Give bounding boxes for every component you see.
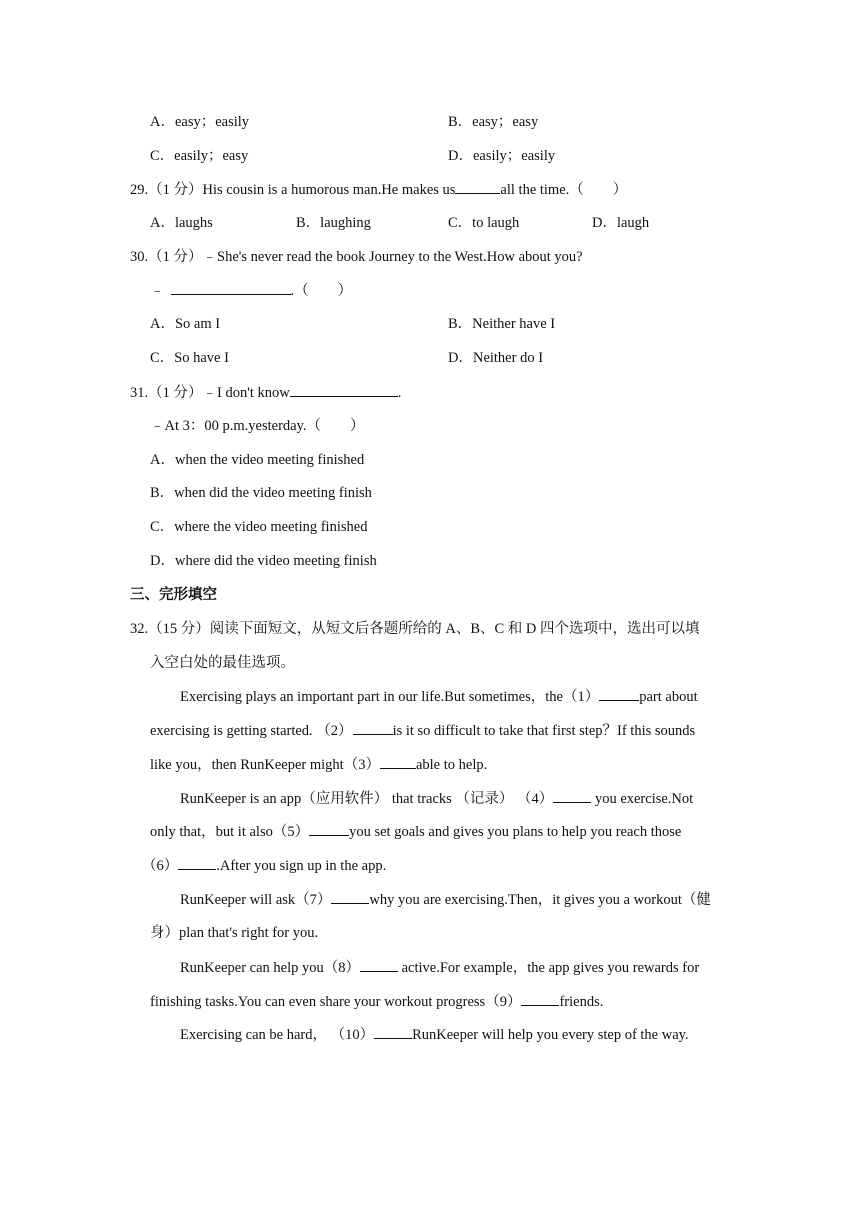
- passage-line: [150, 991, 603, 1012]
- passage-line: [180, 788, 693, 809]
- passage-line: [180, 1024, 689, 1045]
- cloze-blank-10: [374, 1024, 412, 1039]
- q30-stem: 30.（1 分）﹣She's never read the book Journey to the West.How about you?: [130, 249, 583, 265]
- q31-stem-end: .: [397, 385, 402, 401]
- passage-text: only that，but it also（5）: [150, 824, 310, 840]
- q30-option-d: D．Neither do I: [448, 350, 544, 366]
- cloze-blank-9: [521, 991, 559, 1006]
- q29-stem: [130, 179, 627, 200]
- q31-reply: ﹣At 3：00 p.m.yesterday.（ ）: [150, 418, 365, 434]
- q31-option-a: A．when the video meeting finished: [150, 452, 365, 468]
- q29-stem-end: all the time.（ ）: [500, 182, 628, 198]
- passage-line: [180, 957, 699, 978]
- q30-reply: [150, 280, 352, 301]
- passage-text: you exercise.Not: [591, 791, 694, 807]
- q31-stem: [130, 382, 401, 403]
- passage-text: （6）: [142, 858, 179, 874]
- passage-line: [150, 821, 681, 842]
- q29-option-d: D．laugh: [592, 215, 650, 231]
- cloze-blank-3: [380, 754, 416, 769]
- q29-option-c: C．to laugh: [448, 215, 520, 231]
- passage-text: is it so difficult to take that first step？If this sounds: [392, 723, 696, 739]
- passage-text: Exercising plays an important part in our life.But sometimes，the（1）: [180, 689, 600, 705]
- cloze-blank-5: [309, 821, 349, 836]
- q30-reply-dash: ﹣: [150, 283, 165, 299]
- passage-text: RunKeeper will help you every step of the way.: [412, 1027, 689, 1043]
- passage-text: RunKeeper can help you（8）: [180, 960, 360, 976]
- q30-reply-end: .（ ）: [290, 283, 353, 299]
- passage-text: RunKeeper will ask（7）: [180, 892, 332, 908]
- q31-option-d: D．where did the video meeting finish: [150, 553, 377, 569]
- passage-text: Exercising can be hard， （10）: [180, 1027, 375, 1043]
- q32-instruction: 32.（15 分）阅读下面短文，从短文后各题所给的 A、B、C 和 D 四个选项中，选出可以填: [130, 621, 700, 637]
- q29-option-b: B．laughing: [296, 215, 371, 231]
- section-heading: 三、完形填空: [130, 587, 217, 603]
- cloze-blank-6: [178, 855, 216, 870]
- q30-option-b: B．Neither have I: [448, 316, 556, 332]
- passage-text: able to help.: [415, 757, 488, 773]
- q28-option-c: C．easily；easy: [150, 148, 249, 164]
- q30-option-a: A．So am I: [150, 316, 221, 332]
- cloze-blank-4: [553, 788, 591, 803]
- passage-text: friends.: [559, 994, 604, 1010]
- passage-text: .After you sign up in the app.: [216, 858, 387, 874]
- answer-blank: [290, 382, 398, 397]
- passage-line: [150, 720, 695, 741]
- passage-text: why you are exercising.Then，it gives you a workout（健: [369, 892, 711, 908]
- cloze-blank-2: [353, 720, 393, 735]
- q30-option-c: C．So have I: [150, 350, 229, 366]
- passage-line: 身）plan that's right for you.: [150, 925, 319, 941]
- q31-option-c: C．where the video meeting finished: [150, 519, 368, 535]
- cloze-blank-8: [360, 957, 398, 972]
- q28-option-d: D．easily；easily: [448, 148, 556, 164]
- q31-option-b: B．when did the video meeting finish: [150, 485, 372, 501]
- passage-line: [180, 686, 698, 707]
- answer-blank: [171, 280, 291, 295]
- passage-text: like you，then RunKeeper might（3）: [150, 757, 380, 773]
- q29-option-a: A．laughs: [150, 215, 213, 231]
- passage-text: active.For example，the app gives you rewards for: [398, 960, 700, 976]
- passage-text: exercising is getting started. （2）: [150, 723, 353, 739]
- passage-text: RunKeeper is an app（应用软件） that tracks （记录） （4）: [180, 791, 554, 807]
- q29-stem-text: 29.（1 分）His cousin is a humorous man.He makes us: [130, 182, 456, 198]
- passage-text: finishing tasks.You can even share your workout progress（9）: [150, 994, 522, 1010]
- q31-stem-text: 31.（1 分）﹣I don't know: [130, 385, 290, 401]
- passage-line: [180, 889, 711, 910]
- passage-line: [150, 754, 487, 775]
- passage-line: [142, 855, 386, 876]
- q28-option-b: B．easy；easy: [448, 114, 539, 130]
- q28-option-a: A．easy；easily: [150, 114, 250, 130]
- passage-text: you set goals and gives you plans to help you reach those: [349, 824, 682, 840]
- cloze-blank-1: [599, 686, 639, 701]
- answer-blank: [455, 179, 500, 194]
- passage-text: part about: [639, 689, 698, 705]
- q32-instruction-cont: 入空白处的最佳选项。: [150, 655, 295, 671]
- cloze-blank-7: [331, 889, 369, 904]
